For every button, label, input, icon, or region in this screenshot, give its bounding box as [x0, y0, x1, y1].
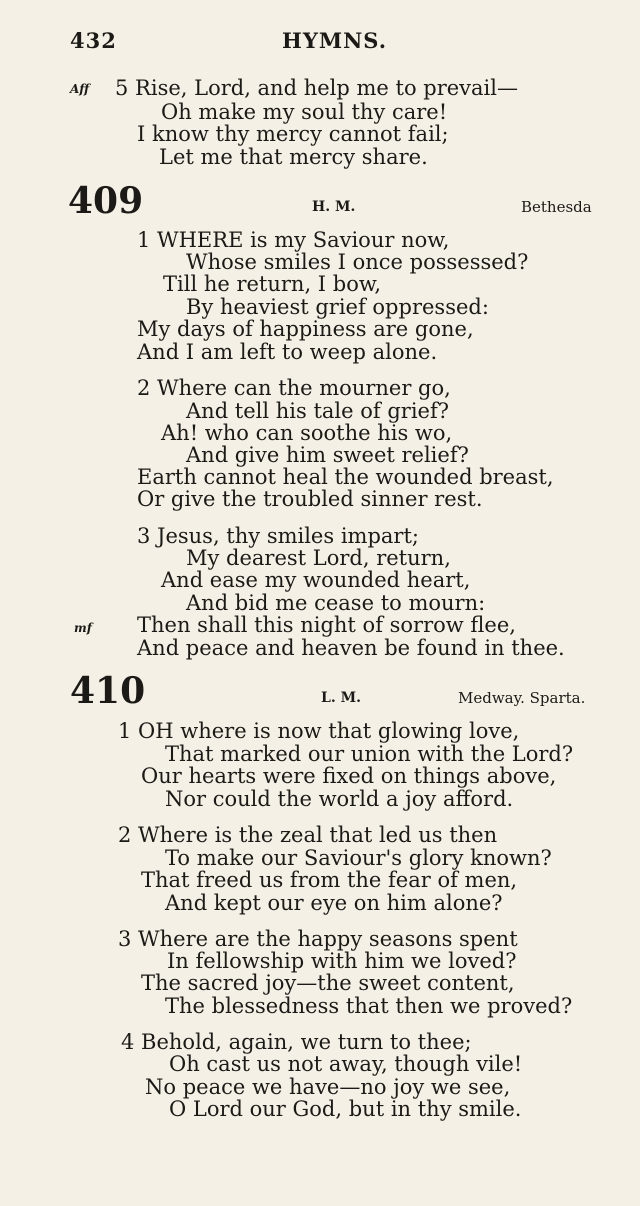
- hymn-meter: H. M.: [312, 199, 356, 215]
- hymn-meter: L. M.: [321, 690, 361, 706]
- dynamic-mark-mf: mf: [74, 621, 92, 635]
- page-title: HYMNS.: [282, 28, 388, 53]
- page-number: 432: [70, 28, 117, 53]
- verse-line: Ah! who can soothe his wo,: [161, 421, 453, 445]
- verse-line: Earth cannot heal the wounded breast,: [137, 465, 554, 489]
- verse-line: Let me that mercy share.: [159, 145, 428, 169]
- verse-line: Oh cast us not away, though vile!: [169, 1052, 523, 1076]
- verse-line: To make our Saviour's glory known?: [165, 846, 552, 870]
- verse-line: In fellowship with him we loved?: [167, 949, 517, 973]
- hymn-tune: Medway. Sparta.: [458, 689, 586, 707]
- verse-line: 1 WHERE is my Saviour now,: [137, 228, 450, 252]
- verse-line: I know thy mercy cannot fail;: [137, 122, 449, 146]
- dynamic-mark-aff: Aff: [70, 82, 90, 96]
- verse-line: 5 Rise, Lord, and help me to prevail—: [115, 76, 518, 100]
- verse-line: Whose smiles I once possessed?: [186, 250, 529, 274]
- verse-line: 3 Jesus, thy smiles impart;: [137, 524, 419, 548]
- verse-line: And peace and heaven be found in thee.: [137, 636, 565, 660]
- verse-line: 3 Where are the happy seasons spent: [118, 927, 518, 951]
- verse-line: The sacred joy—the sweet content,: [141, 971, 515, 995]
- verse-line: And ease my wounded heart,: [161, 568, 471, 592]
- hymn-tune: Bethesda: [521, 198, 592, 216]
- verse-line: Or give the troubled sinner rest.: [137, 487, 483, 511]
- verse-line: 2 Where is the zeal that led us then: [118, 823, 498, 847]
- verse-line: And I am left to weep alone.: [137, 340, 438, 364]
- verse-line: 2 Where can the mourner go,: [137, 376, 451, 400]
- verse-line: My days of happiness are gone,: [137, 317, 474, 341]
- verse-line: And tell his tale of grief?: [186, 399, 450, 423]
- verse-line: O Lord our God, but in thy smile.: [169, 1097, 522, 1121]
- hymn-number: 409: [68, 180, 144, 222]
- verse-line: The blessedness that then we proved?: [165, 994, 573, 1018]
- verse-line: 4 Behold, again, we turn to thee;: [121, 1030, 472, 1054]
- verse-line: And give him sweet relief?: [186, 443, 469, 467]
- hymn-number: 410: [70, 670, 146, 712]
- verse-line: No peace we have—no joy we see,: [145, 1075, 511, 1099]
- verse-line: Nor could the world a joy afford.: [165, 787, 514, 811]
- verse-line: Oh make my soul thy care!: [161, 100, 448, 124]
- verse-line: And bid me cease to mourn:: [186, 591, 486, 615]
- verse-line: Then shall this night of sorrow flee,: [137, 613, 516, 637]
- verse-line: That marked our union with the Lord?: [165, 742, 574, 766]
- verse-line: My dearest Lord, return,: [186, 546, 451, 570]
- verse-line: Our hearts were fixed on things above,: [141, 764, 557, 788]
- verse-line: That freed us from the fear of men,: [141, 868, 518, 892]
- verse-line: By heaviest grief oppressed:: [186, 295, 489, 319]
- verse-line: Till he return, I bow,: [163, 272, 382, 296]
- verse-line: 1 OH where is now that glowing love,: [118, 719, 520, 743]
- verse-line: And kept our eye on him alone?: [165, 891, 503, 915]
